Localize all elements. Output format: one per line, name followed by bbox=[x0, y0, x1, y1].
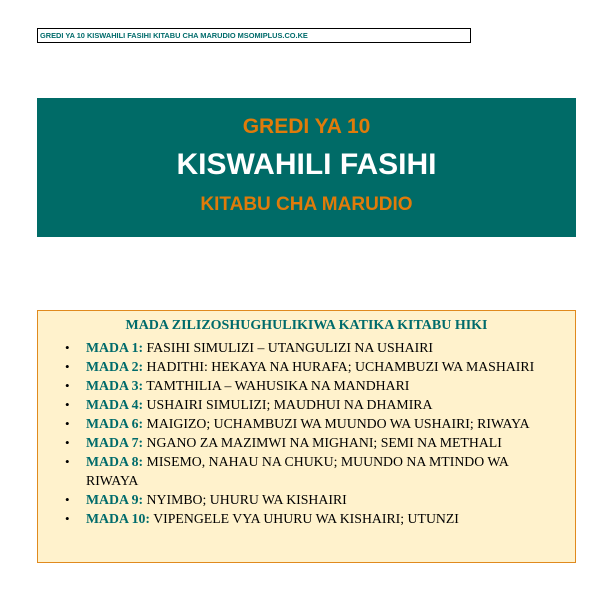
topic-item bbox=[38, 452, 577, 490]
running-header-text: GREDI YA 10 KISWAHILI FASIHI KITABU CHA MARUDIO MSOMIPLUS.CO.KE bbox=[40, 31, 308, 40]
bullet-icon: • bbox=[65, 435, 70, 450]
topic-item bbox=[38, 490, 577, 509]
topic-item bbox=[38, 338, 577, 357]
book-subtitle: KITABU CHA MARUDIO bbox=[200, 194, 413, 215]
topic-label: MADA 10: bbox=[86, 511, 150, 526]
bullet-icon: • bbox=[65, 397, 70, 412]
topic-text: MAIGIZO; UCHAMBUZI WA MUUNDO WA USHAIRI; RIWAYA bbox=[143, 416, 530, 431]
title-banner bbox=[37, 98, 576, 237]
topic-label: MADA 9: bbox=[86, 492, 144, 507]
topic-text: USHAIRI SIMULIZI; MAUDHUI NA DHAMIRA bbox=[143, 397, 433, 412]
topic-text: MISEMO, NAHAU NA CHUKU; MUUNDO NA MTINDO WA RIWAYA bbox=[86, 454, 509, 488]
topics-title: MADA ZILIZOSHUGHULIKIWA KATIKA KITABU HIKI bbox=[125, 318, 488, 333]
bullet-icon: • bbox=[65, 454, 70, 469]
topic-item bbox=[38, 395, 577, 414]
topic-item bbox=[38, 357, 577, 376]
bullet-icon: • bbox=[65, 511, 70, 526]
topic-text: FASIHI SIMULIZI – UTANGULIZI NA USHAIRI bbox=[143, 340, 433, 355]
bullet-icon: • bbox=[65, 340, 70, 355]
bullet-icon: • bbox=[65, 378, 70, 393]
topic-label: MADA 6: bbox=[86, 416, 144, 431]
bullet-icon: • bbox=[65, 416, 70, 431]
topics-box bbox=[37, 310, 576, 563]
topic-label: MADA 1: bbox=[86, 340, 144, 355]
bullet-icon: • bbox=[65, 359, 70, 374]
topic-label: MADA 3: bbox=[86, 378, 144, 393]
topic-text: HADITHI: HEKAYA NA HURAFA; UCHAMBUZI WA MASHAIRI bbox=[143, 359, 535, 374]
topic-item bbox=[38, 414, 577, 433]
subject-title: KISWAHILI FASIHI bbox=[176, 148, 437, 181]
topic-text: TAMTHILIA – WAHUSIKA NA MANDHARI bbox=[143, 378, 410, 393]
topic-item bbox=[38, 509, 577, 528]
topic-item bbox=[38, 433, 577, 452]
topic-label: MADA 2: bbox=[86, 359, 144, 374]
topic-text: NGANO ZA MAZIMWI NA MIGHANI; SEMI NA METHALI bbox=[143, 435, 502, 450]
topic-list bbox=[38, 338, 577, 528]
topic-label: MADA 4: bbox=[86, 397, 144, 412]
grade-title: GREDI YA 10 bbox=[242, 115, 371, 138]
topic-item bbox=[38, 376, 577, 395]
running-header bbox=[37, 28, 471, 43]
topic-text: NYIMBO; UHURU WA KISHAIRI bbox=[143, 492, 347, 507]
topic-label: MADA 8: bbox=[86, 454, 144, 469]
topic-text: VIPENGELE VYA UHURU WA KISHAIRI; UTUNZI bbox=[150, 511, 459, 526]
topic-label: MADA 7: bbox=[86, 435, 144, 450]
bullet-icon: • bbox=[65, 492, 70, 507]
